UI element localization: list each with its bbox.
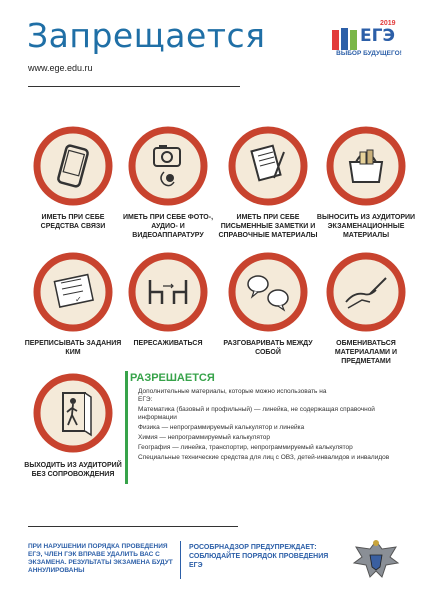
label-talk: РАЗГОВАРИВАТЬ МЕЖДУ СОБОЙ — [223, 340, 313, 356]
label-chairs: ПЕРЕСАЖИВАТЬСЯ — [133, 340, 203, 347]
svg-text:✓: ✓ — [75, 295, 82, 304]
logo-subtitle: ВЫБОР БУДУЩЕГО! — [336, 50, 402, 57]
allowed-item: Специальные технические средства для лиц с ОВЗ, детей-инвалидов и инвалидов — [138, 454, 390, 461]
sign-copy — [33, 252, 113, 332]
allowed-list — [138, 406, 398, 464]
sign-exit — [33, 373, 113, 453]
allowed-intro: Дополнительные материалы, которые можно использовать на ЕГЭ: — [138, 388, 327, 403]
footer-separator — [180, 541, 181, 579]
page-title: Запрещается — [27, 16, 266, 55]
header-divider — [28, 86, 240, 87]
allowed-accent-bar — [125, 371, 128, 484]
allowed-title: РАЗРЕШАЕТСЯ — [130, 372, 215, 384]
label-exit: ВЫХОДИТЬ ИЗ АУДИТОРИЙ БЕЗ СОПРОВОЖДЕНИЯ — [24, 462, 122, 478]
logo-year: 2019 — [380, 20, 396, 27]
sign-bag — [326, 126, 406, 206]
sign-talk — [228, 252, 308, 332]
label-phone: ИМЕТЬ ПРИ СЕБЕ СРЕДСТВА СВЯЗИ — [40, 214, 106, 230]
sign-notes — [228, 126, 308, 206]
website-url[interactable]: www.ege.edu.ru — [28, 63, 93, 73]
label-camera: ИМЕТЬ ПРИ СЕБЕ ФОТО-, АУДИО- И ВИДЕОАППАРАТУРУ — [122, 214, 214, 239]
footer-warning: ПРИ НАРУШЕНИИ ПОРЯДКА ПРОВЕДЕНИЯ ЕГЭ, ЧЛЕН ГЭК ВПРАВЕ УДАЛИТЬ ВАС С ЭКЗАМЕНА. РЕЗУЛЬТАТЫ ЭКЗАМЕНА БУДУТ АННУЛИРОВАНЫ — [28, 543, 173, 574]
allowed-item: География — линейка, транспортир, непрограммируемый калькулятор — [138, 444, 353, 451]
label-notes: ИМЕТЬ ПРИ СЕБЕ ПИСЬМЕННЫЕ ЗАМЕТКИ И СПРАВОЧНЫЕ МАТЕРИАЛЫ — [218, 214, 318, 239]
logo-text: ЕГЭ — [360, 26, 395, 46]
label-exchange: ОБМЕНИВАТЬСЯ МАТЕРИАЛАМИ И ПРЕДМЕТАМИ — [334, 340, 398, 365]
allowed-item: Химия — непрограммируемый калькулятор — [138, 434, 270, 441]
label-copy: ПЕРЕПИСЫВАТЬ ЗАДАНИЯ КИМ — [24, 340, 122, 356]
footer-divider — [28, 526, 238, 527]
sign-camera — [128, 126, 208, 206]
eagle-emblem-icon — [350, 535, 402, 583]
sign-chairs — [128, 252, 208, 332]
allowed-item: Физика — непрограммируемый калькулятор и линейка — [138, 424, 305, 431]
footer-notice: РОСОБРНАДЗОР ПРЕДУПРЕЖДАЕТ: СОБЛЮДАЙТЕ ПОРЯДОК ПРОВЕДЕНИЯ ЕГЭ — [189, 544, 329, 569]
allowed-item: Математика (базовый и профильный) — линейка, не содержащая справочной информации — [138, 406, 375, 421]
sign-phone — [33, 126, 113, 206]
label-bag: ВЫНОСИТЬ ИЗ АУДИТОРИИ ЭКЗАМЕНАЦИОННЫЕ МАТЕРИАЛЫ — [316, 214, 416, 239]
sign-exchange — [326, 252, 406, 332]
ege-logo — [328, 20, 408, 68]
emblem — [350, 535, 402, 583]
